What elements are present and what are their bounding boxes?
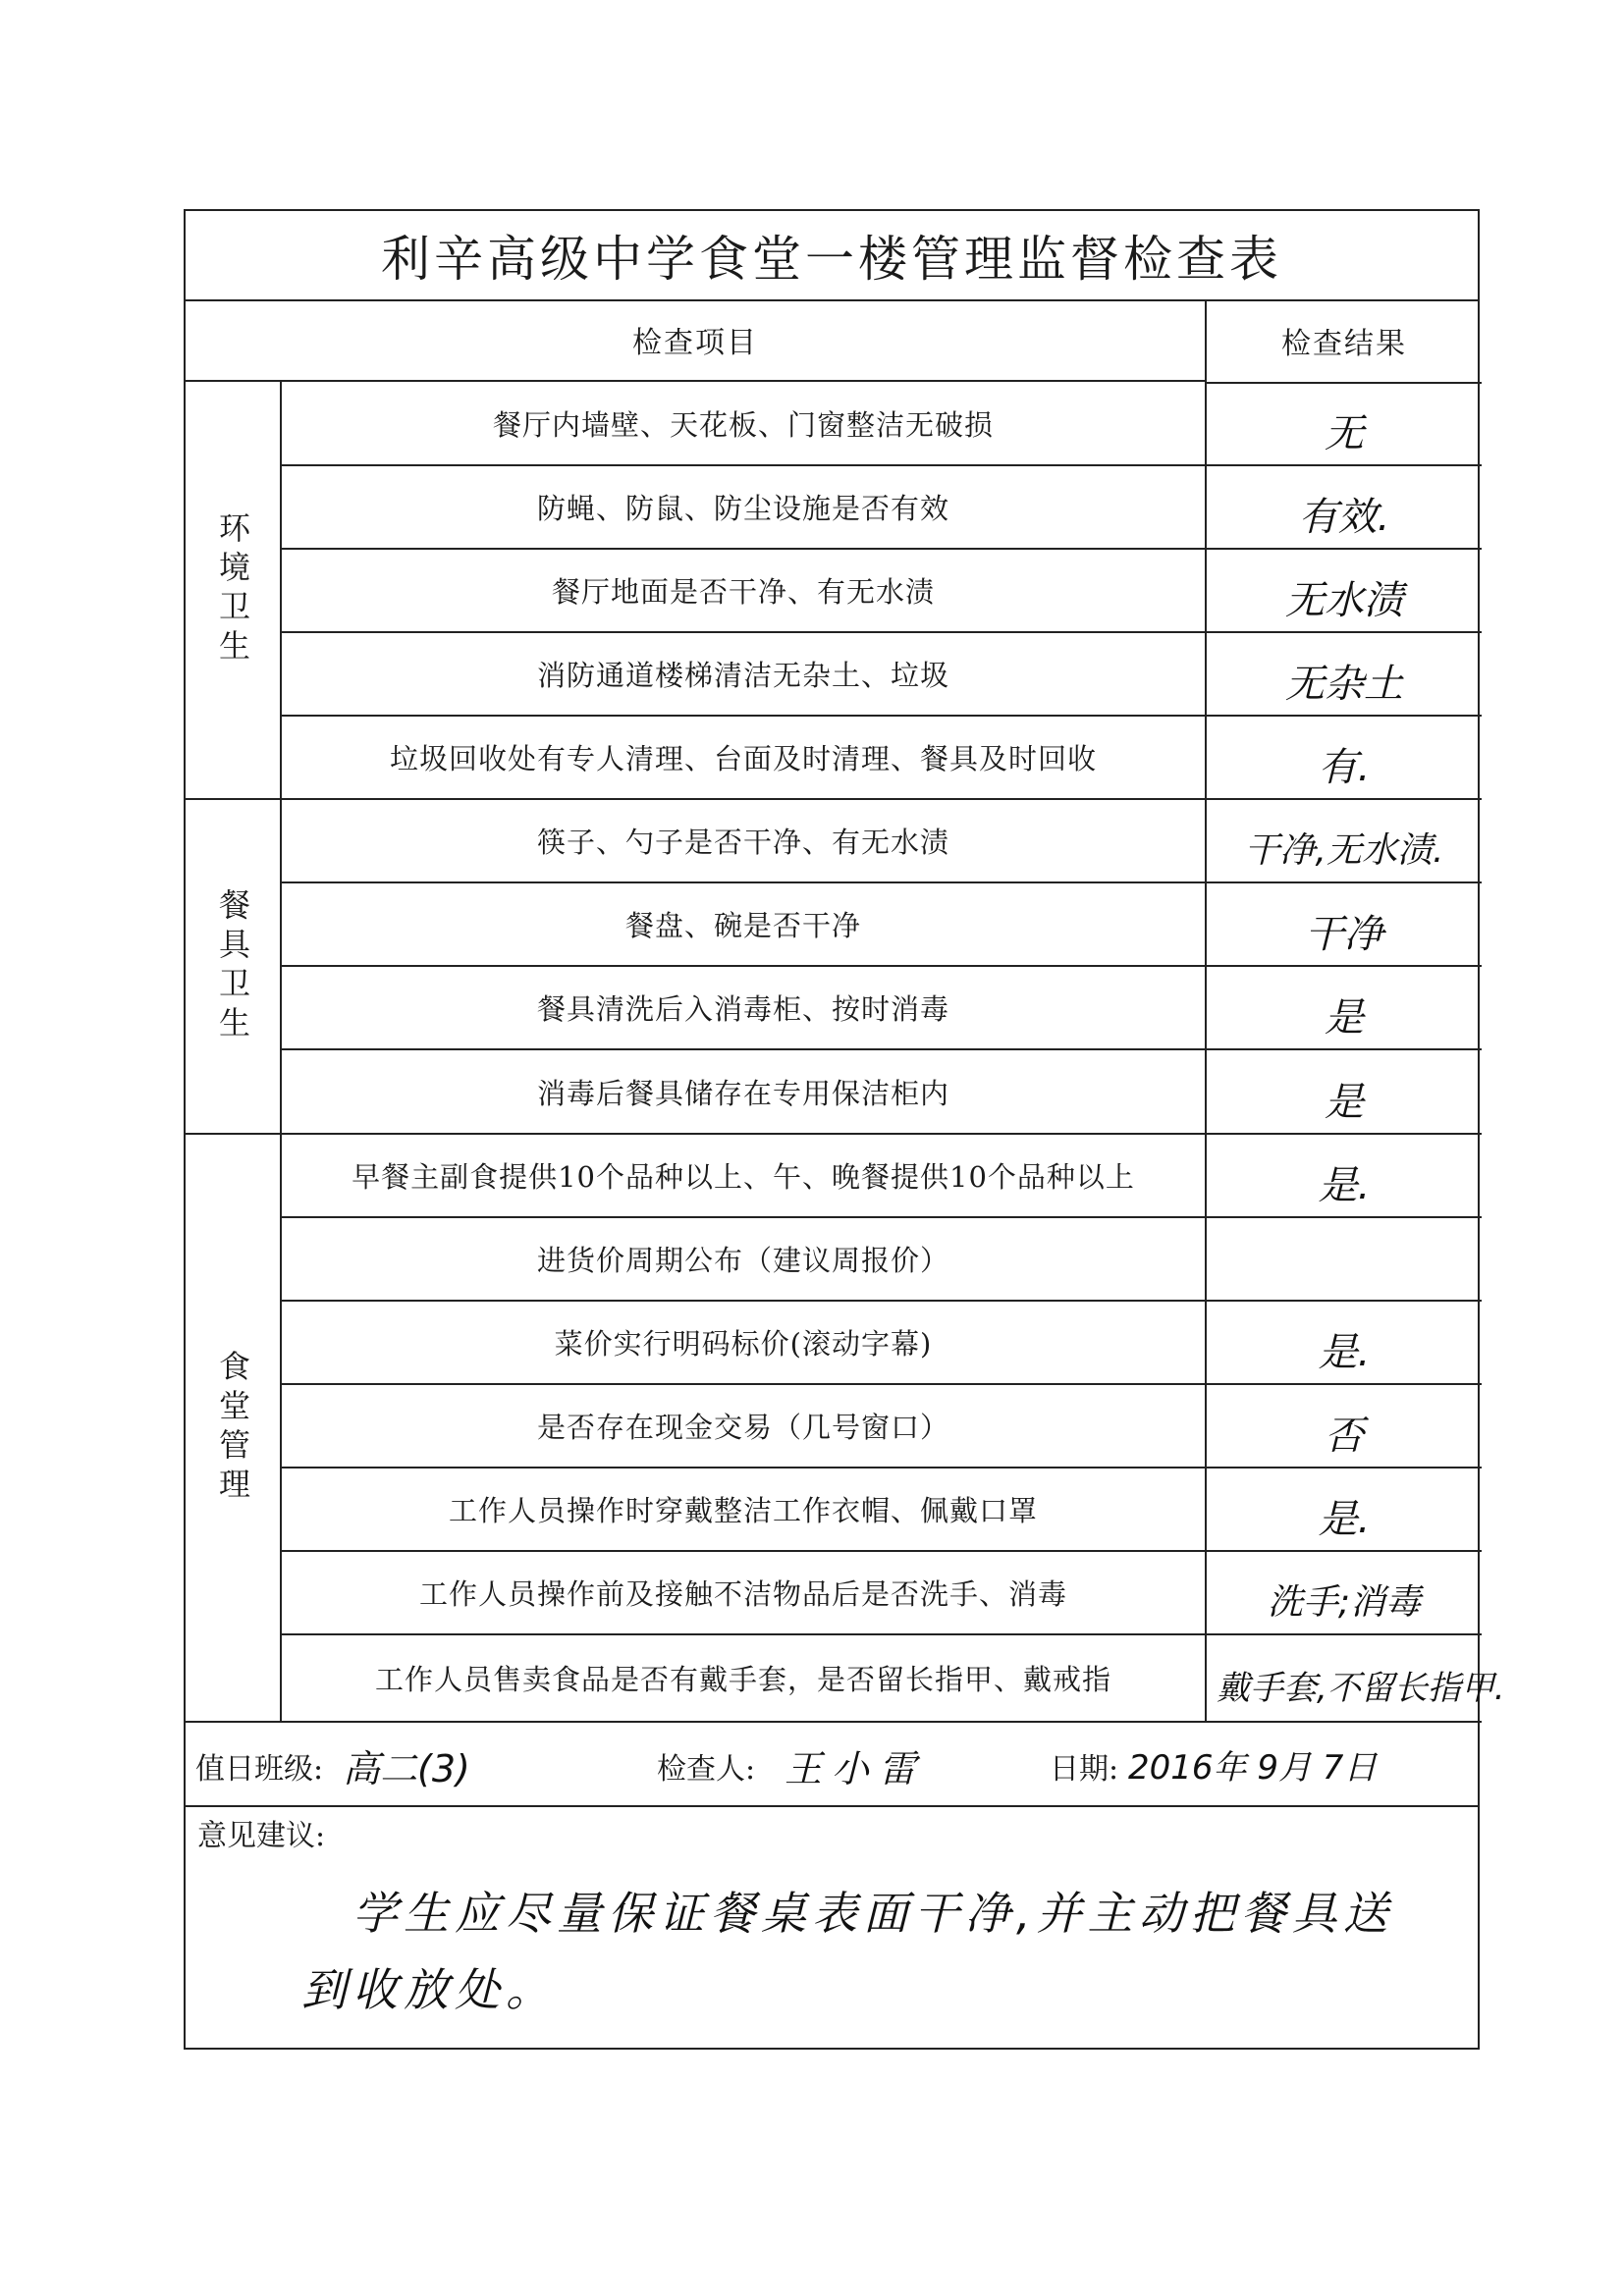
check-item: 餐厅地面是否干净、有无水渍	[282, 550, 1207, 631]
check-result: 有.	[1318, 745, 1371, 790]
check-result: 是.	[1318, 1330, 1371, 1375]
group-label: 餐具卫生	[214, 887, 251, 1045]
table-row	[282, 1135, 1482, 1218]
check-result: 是	[1325, 1079, 1364, 1125]
check-item: 工作人员售卖食品是否有戴手套，是否留长指甲、戴戒指	[282, 1635, 1207, 1721]
check-item: 餐具清洗后入消毒柜、按时消毒	[282, 967, 1207, 1048]
check-item: 工作人员操作时穿戴整洁工作衣帽、佩戴口罩	[282, 1468, 1207, 1550]
check-item: 筷子、勺子是否干净、有无水渍	[282, 800, 1207, 881]
check-item: 餐盘、碗是否干净	[282, 883, 1207, 965]
comments-label: 意见建议:	[197, 1819, 326, 1853]
table-row	[282, 1385, 1482, 1468]
check-item: 餐厅内墙壁、天花板、门窗整洁无破损	[282, 382, 1207, 464]
check-item: 工作人员操作前及接触不洁物品后是否洗手、消毒	[282, 1552, 1207, 1633]
date-label: 日期:	[1050, 1752, 1119, 1787]
inspector-label: 检查人:	[657, 1752, 756, 1787]
check-result: 无	[1325, 410, 1364, 456]
table-row	[282, 800, 1482, 883]
header-check-items: 检查项目	[186, 299, 1207, 382]
check-item: 菜价实行明码标价(滚动字幕)	[282, 1302, 1207, 1383]
comments-line-1: 学生应尽量保证餐桌表面干净,并主动把餐具送	[352, 1887, 1394, 1940]
table-row	[282, 633, 1482, 717]
header-check-result: 检查结果	[1207, 299, 1482, 384]
table-row	[282, 382, 1482, 466]
form-title: 利辛高级中学食堂一楼管理监督检查表	[186, 211, 1478, 301]
check-item: 防蝇、防鼠、防尘设施是否有效	[282, 466, 1207, 548]
check-item: 是否存在现金交易（几号窗口）	[282, 1385, 1207, 1467]
check-result: 无杂土	[1285, 662, 1403, 707]
check-item: 进货价周期公布（建议周报价）	[282, 1218, 1207, 1300]
table-row	[282, 717, 1482, 800]
check-result: 是.	[1318, 1163, 1371, 1208]
table-row	[282, 1468, 1482, 1552]
check-result: 戴手套,不留长指甲.	[1217, 1669, 1505, 1708]
check-result: 有效.	[1298, 495, 1390, 540]
check-result: 是.	[1318, 1497, 1371, 1542]
table-row	[282, 1552, 1482, 1635]
group-label: 食堂管理	[214, 1349, 251, 1507]
duty-class-label: 值日班级:	[195, 1752, 324, 1787]
inspector-value: 王小雷	[785, 1747, 927, 1790]
table-row	[282, 550, 1482, 633]
comments-section	[186, 1807, 1478, 2048]
group-environment-hygiene	[186, 382, 282, 800]
comments-line-2: 到收放处。	[301, 1963, 557, 2016]
table-row	[282, 1050, 1482, 1135]
table-row	[282, 883, 1482, 967]
table-row	[282, 466, 1482, 550]
check-result: 干净	[1305, 912, 1383, 957]
check-item: 早餐主副食提供10个品种以上、午、晚餐提供10个品种以上	[282, 1135, 1207, 1216]
check-result: 洗手;消毒	[1267, 1582, 1422, 1623]
check-result	[1207, 1218, 1482, 1300]
duty-class-value: 高二(3)	[343, 1747, 470, 1790]
group-label: 环境卫生	[214, 511, 251, 668]
table-row	[282, 967, 1482, 1050]
table-row	[282, 1302, 1482, 1385]
check-result: 干净,无水渍.	[1244, 830, 1444, 871]
form-footer	[186, 1723, 1478, 1807]
date-value: 2016年 9月 7日	[1128, 1748, 1378, 1788]
table-row	[282, 1635, 1505, 1723]
group-canteen-management	[186, 1135, 282, 1723]
table-row	[282, 1218, 1482, 1302]
check-item: 消毒后餐具储存在专用保洁柜内	[282, 1050, 1207, 1133]
check-item: 垃圾回收处有专人清理、台面及时清理、餐具及时回收	[282, 717, 1207, 798]
check-result: 否	[1325, 1414, 1364, 1459]
inspection-form	[184, 209, 1505, 2050]
check-item: 消防通道楼梯清洁无杂土、垃圾	[282, 633, 1207, 715]
group-tableware-hygiene	[186, 800, 282, 1135]
check-result: 无水渍	[1285, 578, 1403, 623]
check-result: 是	[1325, 995, 1364, 1041]
